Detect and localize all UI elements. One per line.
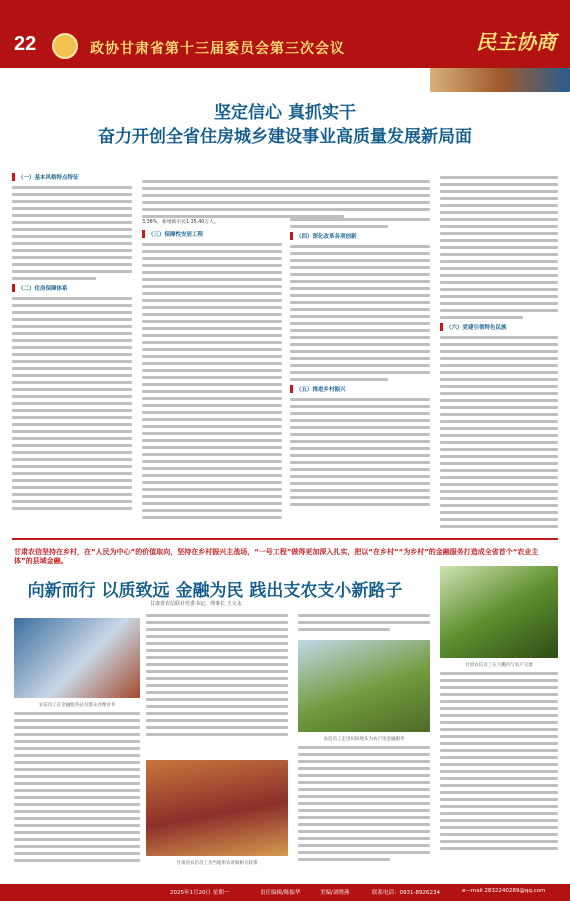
top-mid-column-2 bbox=[290, 218, 430, 530]
top-right-column bbox=[440, 176, 558, 530]
footer-email: e—mail 2832240289@qq.com bbox=[462, 888, 546, 894]
caption-2: 农信员工走进田间地头为农户送金融服务 bbox=[323, 737, 405, 742]
subhead-6: （六）党建引领特色民族 bbox=[440, 323, 558, 331]
masthead-title: 政协甘肃省第十三届委员会第三次会议 bbox=[90, 41, 345, 57]
header-photo bbox=[430, 68, 570, 92]
caption-1: 农信员工在金融服务站为群众办理业务 bbox=[38, 703, 116, 708]
page-number: 22 bbox=[14, 33, 37, 55]
top-story-abstract bbox=[142, 180, 430, 222]
section-title: 民主协商 bbox=[476, 30, 556, 54]
subhead-1: （一）基本风格特点特征 bbox=[12, 173, 132, 181]
photo-greenhouse bbox=[440, 566, 558, 658]
footer-date: 2025年1月20日 星期一 bbox=[170, 890, 230, 896]
photo-field-visit bbox=[298, 640, 430, 732]
footer-tel: 联系电话：0931-8926234 bbox=[372, 890, 440, 896]
cppcc-emblem-icon bbox=[52, 33, 78, 59]
top-mid-column-1 bbox=[142, 218, 282, 530]
bottom-column-1 bbox=[14, 712, 140, 880]
bottom-column-3b bbox=[298, 746, 430, 880]
subhead-4: （四）深化改革各项创新 bbox=[290, 232, 430, 240]
photo-service-station bbox=[14, 618, 140, 698]
bottom-column-2 bbox=[146, 614, 288, 756]
top-story-title-line1: 坚定信心 真抓实干 bbox=[214, 103, 356, 123]
bottom-story-byline: 甘肃省农信联社党委书记、理事长 王文永 bbox=[150, 601, 242, 607]
bottom-story-title: 向新而行 以质致远 金融为民 践出支农支小新路子 bbox=[27, 581, 403, 601]
stat-text: 3.36%，新增新市民1.35.40万人。 bbox=[142, 220, 219, 225]
caption-4: 甘肃省农信员工为当地果农讲解相关政策 bbox=[176, 861, 258, 866]
page-footer bbox=[0, 884, 570, 901]
bottom-story-banner: 甘肃农信坚持在乡村，在“人民为中心”的价值取向，坚持在乡村振兴主战场，“一号工程”做得更加深入扎实，把以“在乡村”“为乡村”的金融服务打造成全省首个“农业主体”的县域金融。 bbox=[14, 548, 539, 565]
caption-3: 甘肃农信员工在大棚内与农户交流 bbox=[465, 663, 533, 668]
footer-editor: 责任编辑/陈振华 bbox=[260, 890, 301, 896]
bottom-column-4 bbox=[440, 672, 558, 880]
subhead-2: （二）住房保障体系 bbox=[12, 284, 132, 292]
section-divider bbox=[12, 538, 558, 540]
subhead-3: （三）保障性安居工程 bbox=[142, 230, 282, 238]
photo-orchard bbox=[146, 760, 288, 856]
subhead-5: （五）推进乡村振兴 bbox=[290, 385, 430, 393]
top-left-column bbox=[12, 170, 132, 530]
footer-designer: 美编/刘晓燕 bbox=[320, 890, 350, 896]
bottom-column-3 bbox=[298, 614, 430, 638]
top-story-title-line2: 奋力开创全省住房城乡建设事业高质量发展新局面 bbox=[98, 127, 472, 147]
page-header bbox=[0, 0, 570, 68]
